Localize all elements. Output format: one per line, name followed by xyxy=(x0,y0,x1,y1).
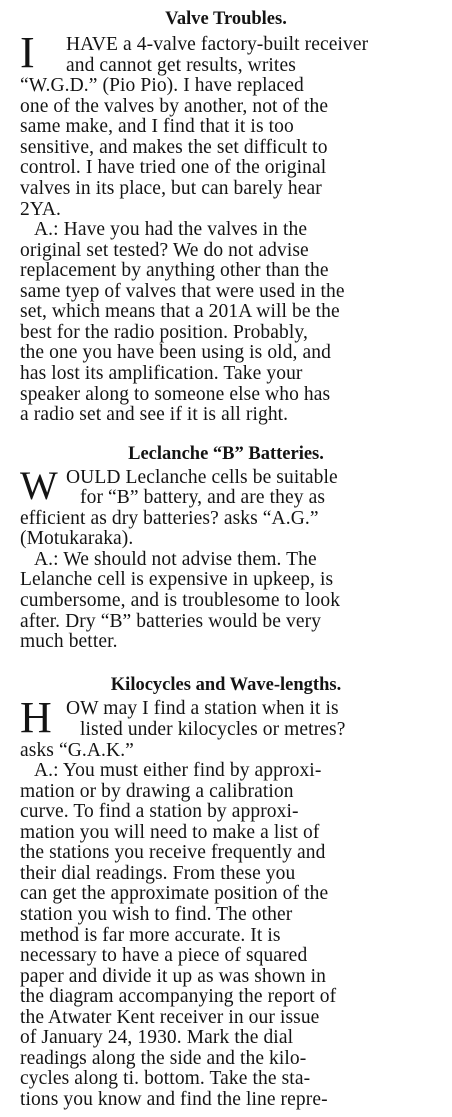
text-line: Lelanche cell is expensive in upkeep, is xyxy=(20,569,334,591)
text-line: has lost its amplification. Take your xyxy=(20,362,303,384)
text-line: readings along the side and the kilo- xyxy=(20,1047,307,1069)
text-line: A.: You must either find by approxi- xyxy=(34,760,322,782)
text-line: paper and divide it up as was shown in xyxy=(20,965,326,987)
section-heading-kilocycles: Kilocycles and Wave-lengths. xyxy=(110,675,342,696)
text-line: original set tested? We do not advise xyxy=(20,239,309,261)
text-line: after. Dry “B” batteries would be very xyxy=(20,610,322,632)
text-line: a radio set and see if it is all right. xyxy=(20,404,289,425)
text-line: 2YA. xyxy=(20,198,62,220)
drop-cap: W xyxy=(20,462,58,508)
text-line: same make, and I find that it is too xyxy=(20,116,294,138)
text-line: necessary to have a piece of squared xyxy=(20,945,308,967)
text-line: best for the radio position. Probably, xyxy=(20,321,308,343)
text-line: their dial readings. From these you xyxy=(20,862,296,884)
text-line: cycles along ti. bottom. Take the sta- xyxy=(20,1068,311,1090)
text-line: OW may I find a station when it is xyxy=(66,698,339,720)
text-line: replacement by anything other than the xyxy=(20,260,329,282)
text-line: listed under kilocycles or metres? xyxy=(80,719,346,740)
text-line: HAVE a 4-valve factory-built receiver xyxy=(66,34,369,55)
drop-cap: I xyxy=(20,28,35,78)
text-line: (Motukaraka). xyxy=(20,528,134,550)
text-line: A.: Have you had the valves in the xyxy=(34,219,308,240)
text-line: the diagram accompanying the report of xyxy=(20,986,337,1008)
text-line: A.: We should not advise them. The xyxy=(34,548,317,570)
text-line: speaker along to someone else who has xyxy=(20,383,331,405)
text-line: the stations you receive frequently and xyxy=(20,842,326,864)
text-line: tions you know and find the line repre- xyxy=(20,1089,328,1110)
text-line: much better. xyxy=(20,631,118,653)
text-line: efficient as dry batteries? asks “A.G.” xyxy=(20,507,319,529)
text-line: station you wish to find. The other xyxy=(20,904,293,925)
text-line: the Atwater Kent receiver in our issue xyxy=(20,1006,320,1028)
text-line: of January 24, 1930. Mark the dial xyxy=(20,1027,294,1049)
text-line: the one you have been using is old, and xyxy=(20,342,331,364)
text-line: mation or by drawing a calibration xyxy=(20,780,294,802)
section-heading-valve-troubles: Valve Troubles. xyxy=(165,8,287,29)
text-line: OULD Leclanche cells be suitable xyxy=(66,466,338,488)
text-line: one of the valves by another, not of the xyxy=(20,95,329,117)
text-line: valves in its place, but can barely hear xyxy=(20,177,322,199)
text-line: for “B” battery, and are they as xyxy=(80,487,326,509)
text-line: “W.G.D.” (Pio Pio). I have replaced xyxy=(20,75,304,97)
text-line: and cannot get results, writes xyxy=(66,54,296,76)
text-line: same tyep of valves that were used in the xyxy=(20,280,345,302)
text-line: cumbersome, and is troublesome to look xyxy=(20,590,341,611)
drop-cap: H xyxy=(20,692,52,742)
text-line: can get the approximate position of the xyxy=(20,883,329,905)
text-line: control. I have tried one of the original xyxy=(20,157,327,179)
text-line: mation you will need to make a list of xyxy=(20,821,320,843)
text-line: curve. To find a station by approxi- xyxy=(20,801,299,823)
text-line: sensitive, and makes the set difficult to xyxy=(20,136,328,158)
section-heading-leclanche-batteries: Leclanche “B” Batteries. xyxy=(128,444,324,465)
text-line: set, which means that a 201A will be the xyxy=(20,301,340,323)
text-line: method is far more accurate. It is xyxy=(20,924,281,946)
text-line: asks “G.A.K.” xyxy=(20,739,134,761)
